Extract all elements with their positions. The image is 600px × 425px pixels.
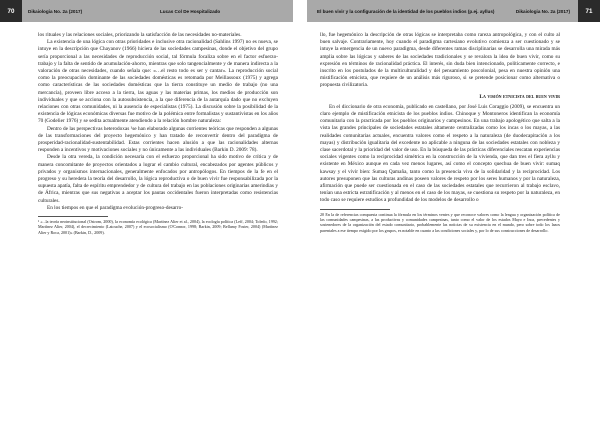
page-number-left: 70 — [0, 0, 22, 22]
footnote-separator — [38, 216, 108, 217]
section-heading: La visión etnicista del buen vivir — [479, 93, 560, 100]
paragraph: En los tiempos en que el paradigma evolución-progreso-desarro- — [47, 204, 184, 211]
footnote-separator — [320, 209, 390, 210]
running-author: Lucas Col De Hospitalizado — [160, 8, 221, 14]
journal-title-left: Dikaiologia No. 2a (2017) — [28, 8, 83, 14]
page-number-right: 71 — [578, 0, 600, 22]
page-header-left — [0, 0, 293, 22]
journal-title-right: Dikaiologia No. 2a (2017) — [515, 8, 570, 14]
paragraph: Dentro de las perspectivas heterodoxas ¹se han elaborado algunas corrientes teóricas que responden a algunas de las transformaciones del proyecto hegemónico y han tratado de reconvertir dentro del paradigma de prosperidad-racionalidad-sustentabilidad. Estas corrientes hacen alusión a que las racionalidades alternas responden a incentivos y motivaciones sociales y no únicamente a las individuales (Barkin D. 2009: 78). — [38, 125, 278, 154]
footnote: 20 En la de referencias compuesta continua la fórmula en los términos ventes y que reconoce valores como la lengua y organización política de las comunidades campesinas, a las productivas y comunidades campesinas, tanto como el valor de los estados Mayo e Inca, precedentes y sostenedores de la organización del estado comunitario, probablemente las noticias de su existencia en el mundo, pero sobre todo los lazos parentales a ese tiempo exigido por los grupos, es notable en cuanto a las condiciones sociales y, por lo de sus construcciones de desarrollo. — [320, 211, 560, 233]
left-page-column — [38, 32, 278, 235]
paragraph: Desde la otra vereda, la condición necesaria con el esfuerzo proporcional ha sido motivo de crítica y de manera concomitante de proyectos orientados a lograr el cambio cultural, encabezados por agentes públicos y privados y organismos internacionales, generalmente enfocados por antropólogos. En tiempos de la fe en el progreso y su heredera la teoría del desarrollo, la lógica reproductiva o de buen vivir fue responsabilizada por la supuesta apatía, falta de espíritu emprendedor y de cultura del trabajo en las poblaciones originarias amerindias y de África, mientras que sus negativas a aceptar los pautas occidentales fueron interpretadas como resistencias culturales. — [38, 154, 278, 204]
paragraph: llo, fue hegemónico la descripción de otras lógicas se interpretaba como rareza antropológica, y con el culto al buen salvaje. Contrariamente, hoy cuando el paradigma cartesiano evolutivo comienza a ser cuestionado y se intuye la emergencia de un nuevo paradigma, desde diferentes ramas disciplinarias se desarrolla una mirada más amplia sobre las lógicas y saberes de las sociedades tradicionales y se revalora la idea de buen vivir, como su expresión en términos de racionalidad práctica. El interés, sin duda bien intencionado, políticamente correcto, e inscrito en los postulados de la multiculturalidad y del pensamiento poscolonial, pesa en nuestra opinión una mistificación etnicista, que requiere de un análisis más riguroso, si se pretende posicionar como alternativa o propuesta civilizatoria. — [320, 32, 560, 89]
paragraph: En el diccionario de otra economía, publicado en castellano, por José Luis Coraggio (2009), se encuentra un claro ejemplo de mistificación etnicista de los pueblos indios. Chinoque y Montoneros identifican la economía comunitaria con la practicada por los pueblos originarios y campesinos. En una trabajo apologético que salta a la vista las grandes principales de sociedades estatales altamente centralizadas como los incas o los mayas, a las realidades comunitarias actuales, encuentra valores como el respeto a la naturaleza (de duodecapitación a los mayas) y distribución igualitaria del excedente no aplicable a ninguna de las sociedades estatales con nobleza y clase sacerdotal y la prioridad del valor de uso. En la búsqueda de las prácticas diferenciales rescatan experiencias sociales vigentes como la reciprocidad simétrica en la construcción de la vivienda, que dan tres el fiera ayllu y existente en México aunque en cada vez menos lugares, así como el concepto quechua de buen vivir: sumaq kawsay y el vivir bien: Sumaq Qamaña, tanto como la presencia viva de la solidaridad y la reciprocidad. Los autores presuponen que las culturas andinas poseen valores de respeto por los seres humanos y por la naturaleza, afirmación que puede ser cuestionada en el caso de las sociedades estatales que recurrieron al trabajo esclavo, tenían una estricta estratificación y al menos en el caso de los mayas, se cuestiona su respeto por la naturaleza, en todo caso se requiere estudios a profundidad de los modelos de desarrollo o — [320, 103, 560, 204]
right-page-column — [320, 32, 560, 233]
paragraph: los rituales y las relaciones sociales, priorizando la satisfacción de las necesidades no-materiales. — [38, 32, 242, 38]
running-article-title: El buen vivir y la configuración de la identidad de los pueblos indios (p.ej. ayllus) — [317, 8, 495, 14]
page-header-right — [307, 0, 600, 22]
footnote: ¹ «...la teoría neoinstitucional (Ostrom, 2000), la economía ecológica (Martínez Alier et al., 2004), la ecología política (Leff, 2004; Toledo, 1992; Martínez Alier, 2004), el decrecimiento (Latouche, 2007) y el ecosocialismo (O'Connor, 1998; Barkin, 2009; Bellamy Foster, 2004) (Martínez Alier y Roca, 2001)» (Barkin, D., 2009). — [38, 219, 278, 235]
paragraph: La existencia de una lógica con otras prioridades e inclusive otra racionalidad (Sahlins 1997) no es nueva, se intuye en la descripción que Chayanov (1966) hiciera de las sociedades campesinas, donde el objetivo del grupo sería proporcional a las necesidades de reproducción social, tal fórmula focaliza sobre en el factor esfuerzo-trabajo y la falta de sentido de acumulación-ahorro, mientras que solo tangencialmente y de manera indirecta a la valoración de otras necesidades, cuando señala que: «…el resto todo es ser y cantar». La reproducción social como la preocupación dominante de las sociedades domésticas es retomada por Meillassoux (1975) y agrega como características de las sociedades domésticas que la tierra constituye un medio de trabajo (no una mercancía), proveen libre acceso a la tierra, las aguas y las materias primas, los medios de producción son individuales y que se acciona con la autosubsistencia, a la que diferencia de la autarquía dado que no excluyen relaciones con otras comunidades, ni la ausencia de especialistas (1975). La discusión sobre la posibilidad de la existencia de lógicas económicas diversas fue motivo de la polémica entre formalistas y sustantivistas en los años 70 (Godelier 1976) y se sedita actualmente atendiendo a la relación hombre naturaleza: — [38, 39, 278, 125]
